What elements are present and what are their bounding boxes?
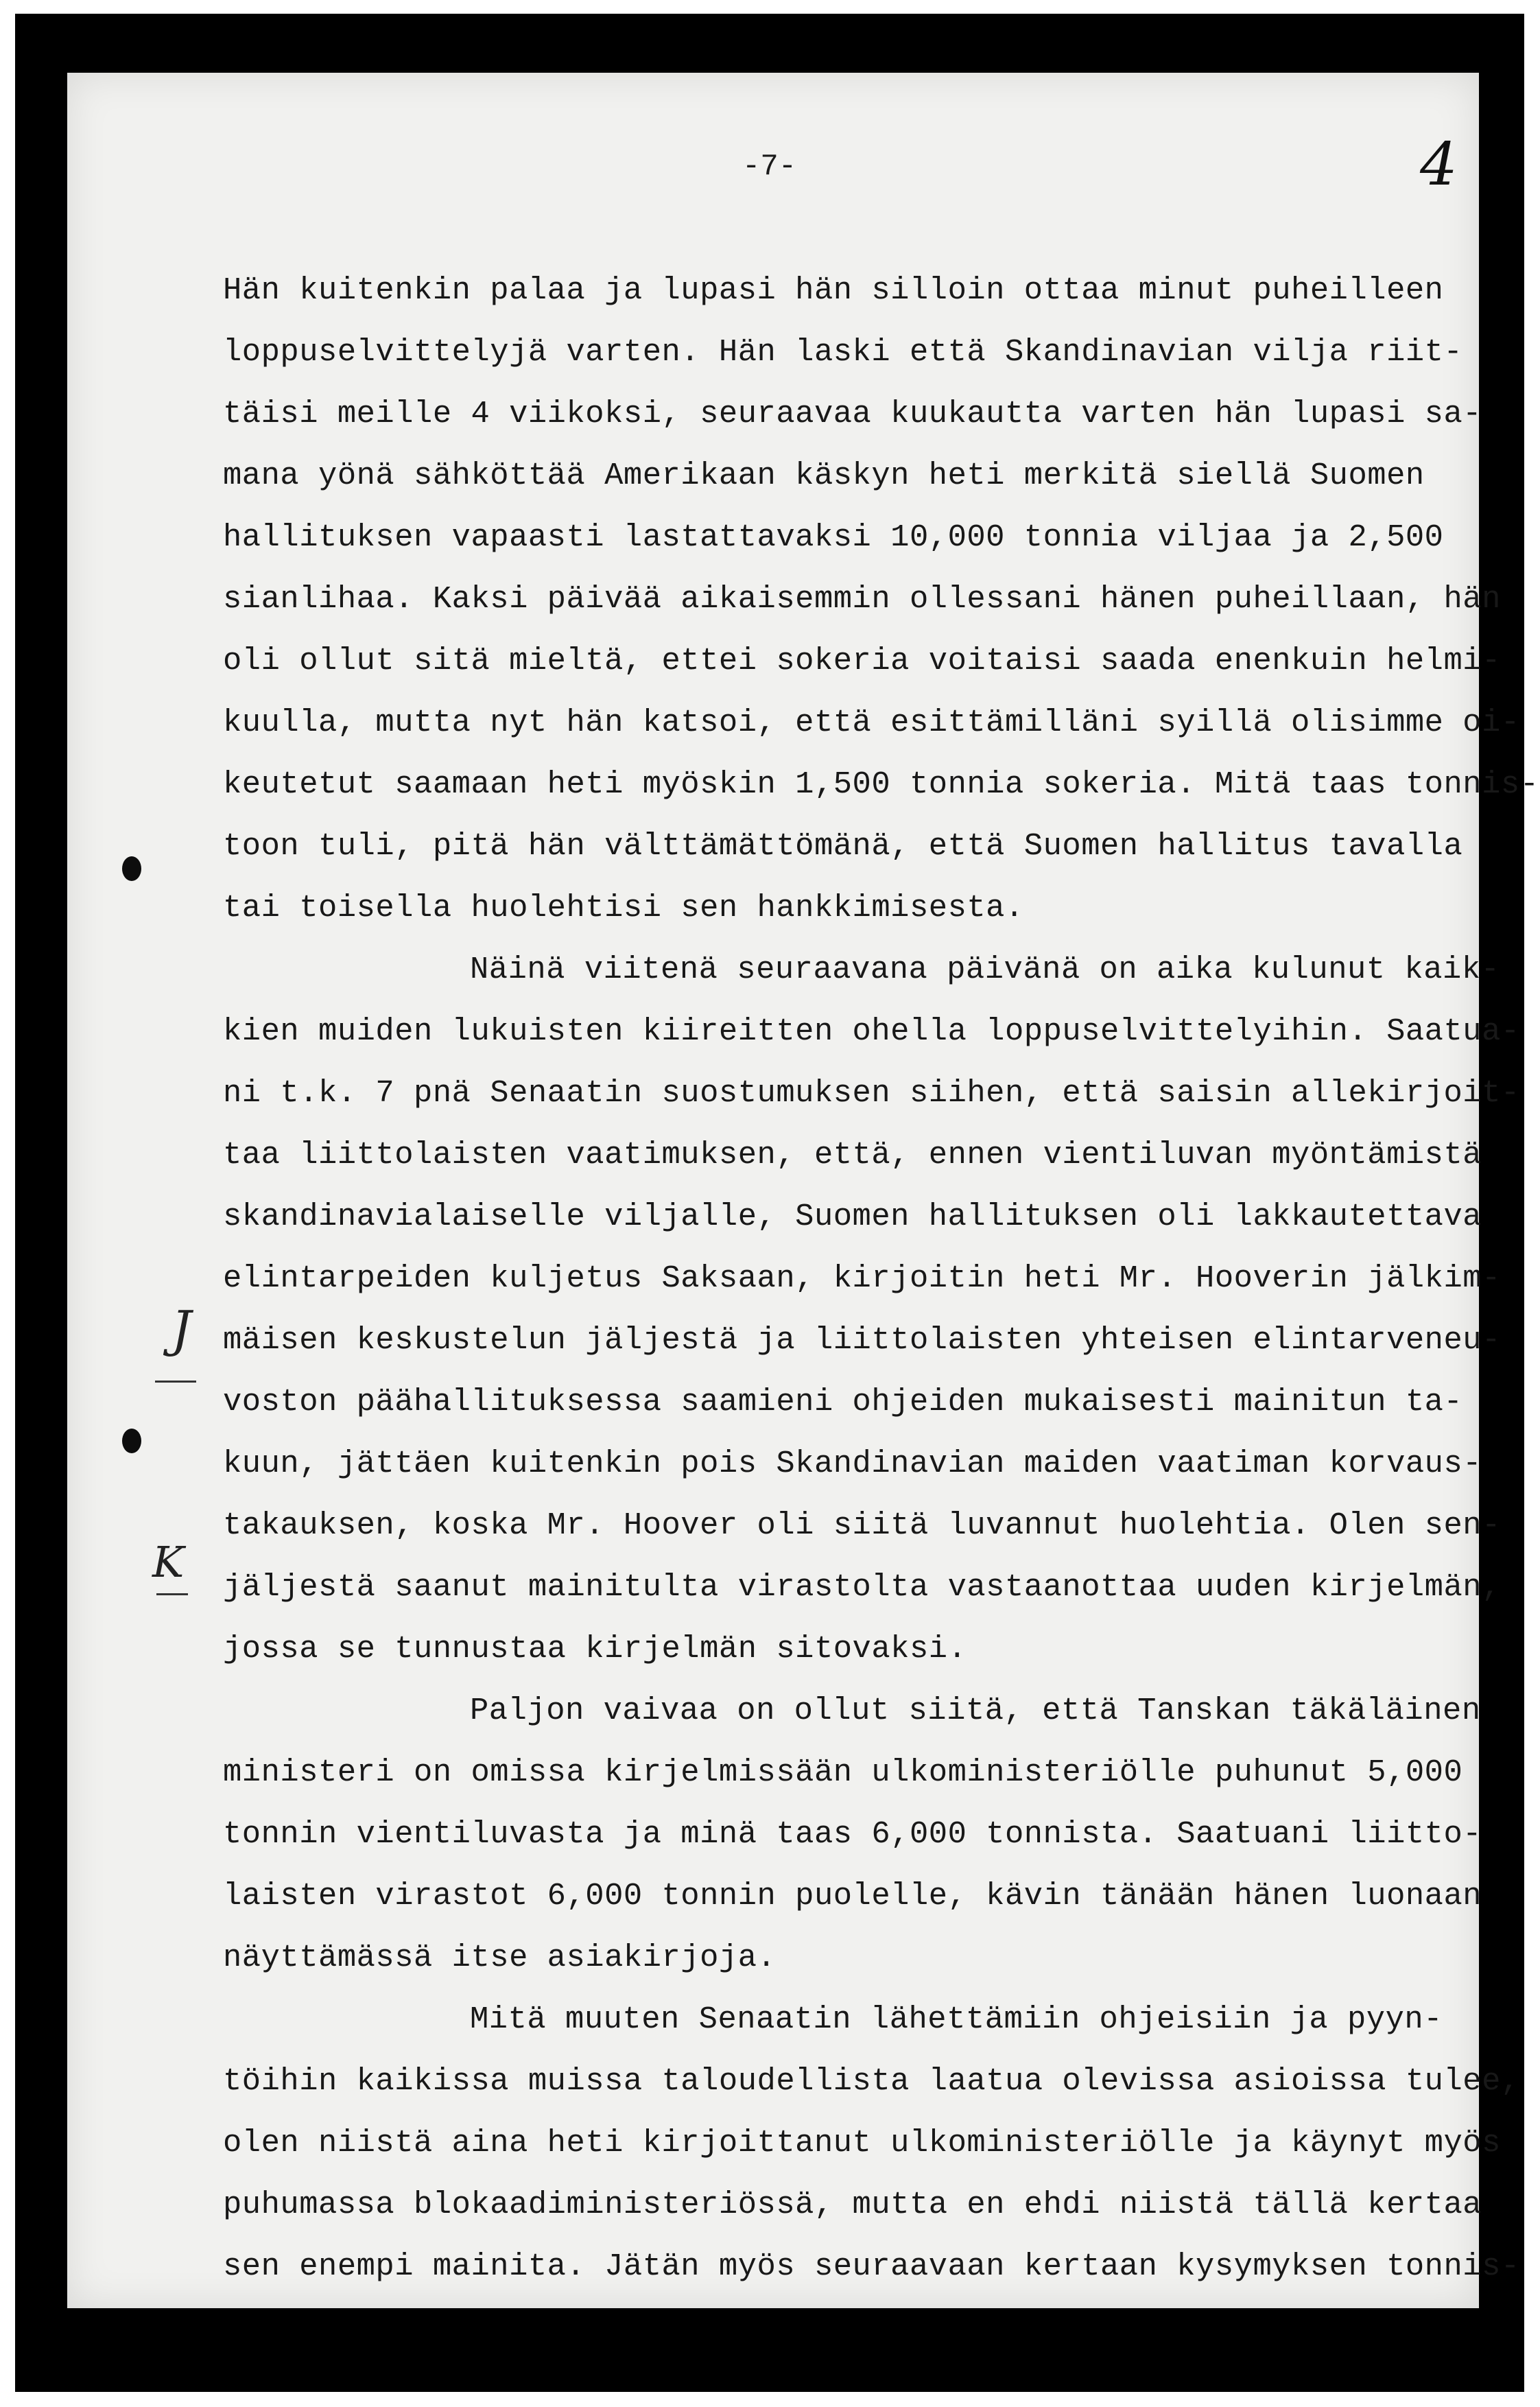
- paragraph-start-line: Mitä muuten Senaatin lähettämiin ohjeisiin ja pyyn-: [470, 2001, 1443, 2037]
- punch-hole-1: [122, 856, 141, 881]
- text-line: täisi meille 4 viikoksi, seuraavaa kuukautta varten hän lupasi sa-: [223, 396, 1482, 432]
- text-line: mäisen keskustelun jäljestä ja liittolaisten yhteisen elintarveneu-: [223, 1322, 1501, 1358]
- text-line: hallituksen vapaasti lastattavaksi 10,000 tonnia viljaa ja 2,500: [223, 519, 1444, 555]
- text-line: ministeri on omissa kirjelmissään ulkoministeriölle puhunut 5,000: [223, 1754, 1463, 1790]
- paragraph-start-line: Näinä viitenä seuraavana päivänä on aika kulunut kaik-: [470, 952, 1500, 987]
- text-line: puhumassa blokaadiministeriössä, mutta en ehdi niistä tällä kertaa: [223, 2187, 1482, 2222]
- text-line: jäljestä saanut mainitulta virastolta vastaanottaa uuden kirjelmän,: [223, 1569, 1501, 1605]
- text-line: tonnin vientiluvasta ja minä taas 6,000 tonnista. Saatuani liitto-: [223, 1816, 1482, 1852]
- text-line: näyttämässä itse asiakirjoja.: [223, 1940, 777, 1975]
- text-line: jossa se tunnustaa kirjelmän sitovaksi.: [223, 1631, 967, 1667]
- text-line: Hän kuitenkin palaa ja lupasi hän silloin ottaa minut puheilleen: [223, 272, 1444, 308]
- margin-mark-j: J: [171, 1300, 191, 1358]
- text-line: skandinavialaiselle viljalle, Suomen hallituksen oli lakkautettava: [223, 1199, 1482, 1234]
- margin-mark-k: K: [152, 1537, 185, 1587]
- text-line: mana yönä sähköttää Amerikaan käskyn heti merkitä siellä Suomen: [223, 458, 1425, 493]
- archive-number: 4: [1420, 130, 1458, 199]
- text-line: kuun, jättäen kuitenkin pois Skandinavian maiden vaatiman korvaus-: [223, 1446, 1482, 1481]
- text-line: kuulla, mutta nyt hän katsoi, että esittämilläni syillä olisimme oi-: [223, 705, 1520, 740]
- margin-dash-1: [155, 1381, 196, 1383]
- text-line: ni t.k. 7 pnä Senaatin suostumuksen siihen, että saisin allekirjoit-: [223, 1075, 1520, 1111]
- text-line: elintarpeiden kuljetus Saksaan, kirjoitin heti Mr. Hooverin jälkim-: [223, 1260, 1501, 1296]
- text-line: takauksen, koska Mr. Hoover oli siitä luvannut huolehtia. Olen sen-: [223, 1507, 1501, 1543]
- text-line: keutetut saamaan heti myöskin 1,500 tonnia sokeria. Mitä taas tonnis-: [223, 766, 1539, 802]
- text-line: oli ollut sitä mieltä, ettei sokeria voitaisi saada enenkuin helmi-: [223, 643, 1501, 679]
- paragraph-start-line: Paljon vaivaa on ollut siitä, että Tanskan täkäläinen: [470, 1693, 1481, 1728]
- text-line: taa liittolaisten vaatimuksen, että, ennen vientiluvan myöntämistä: [223, 1137, 1482, 1173]
- text-line: olen niistä aina heti kirjoittanut ulkoministeriölle ja käynyt myös: [223, 2125, 1501, 2161]
- text-line: tai toisella huolehtisi sen hankkimisesta.: [223, 890, 1024, 926]
- page-number: -7-: [742, 150, 797, 184]
- document-body: [223, 259, 1539, 2297]
- text-line: loppuselvittelyjä varten. Hän laski että Skandinavian vilja riit-: [223, 334, 1463, 370]
- text-line: voston päähallituksessa saamieni ohjeiden mukaisesti mainitun ta-: [223, 1384, 1463, 1420]
- text-line: toon tuli, pitä hän välttämättömänä, että Suomen hallitus tavalla: [223, 828, 1463, 864]
- text-line: sianlihaa. Kaksi päivää aikaisemmin ollessani hänen puheillaan, hän: [223, 581, 1501, 617]
- punch-hole-2: [122, 1429, 141, 1453]
- text-line: kien muiden lukuisten kiireitten ohella loppuselvittelyihin. Saatua-: [223, 1013, 1520, 1049]
- margin-dash-2: [156, 1593, 188, 1595]
- text-line: töihin kaikissa muissa taloudellista laatua olevissa asioissa tulee,: [223, 2063, 1520, 2099]
- text-line: sen enempi mainita. Jätän myös seuraavaan kertaan kysymyksen tonnis-: [223, 2249, 1520, 2284]
- text-line: laisten virastot 6,000 tonnin puolelle, kävin tänään hänen luonaan: [223, 1878, 1482, 1914]
